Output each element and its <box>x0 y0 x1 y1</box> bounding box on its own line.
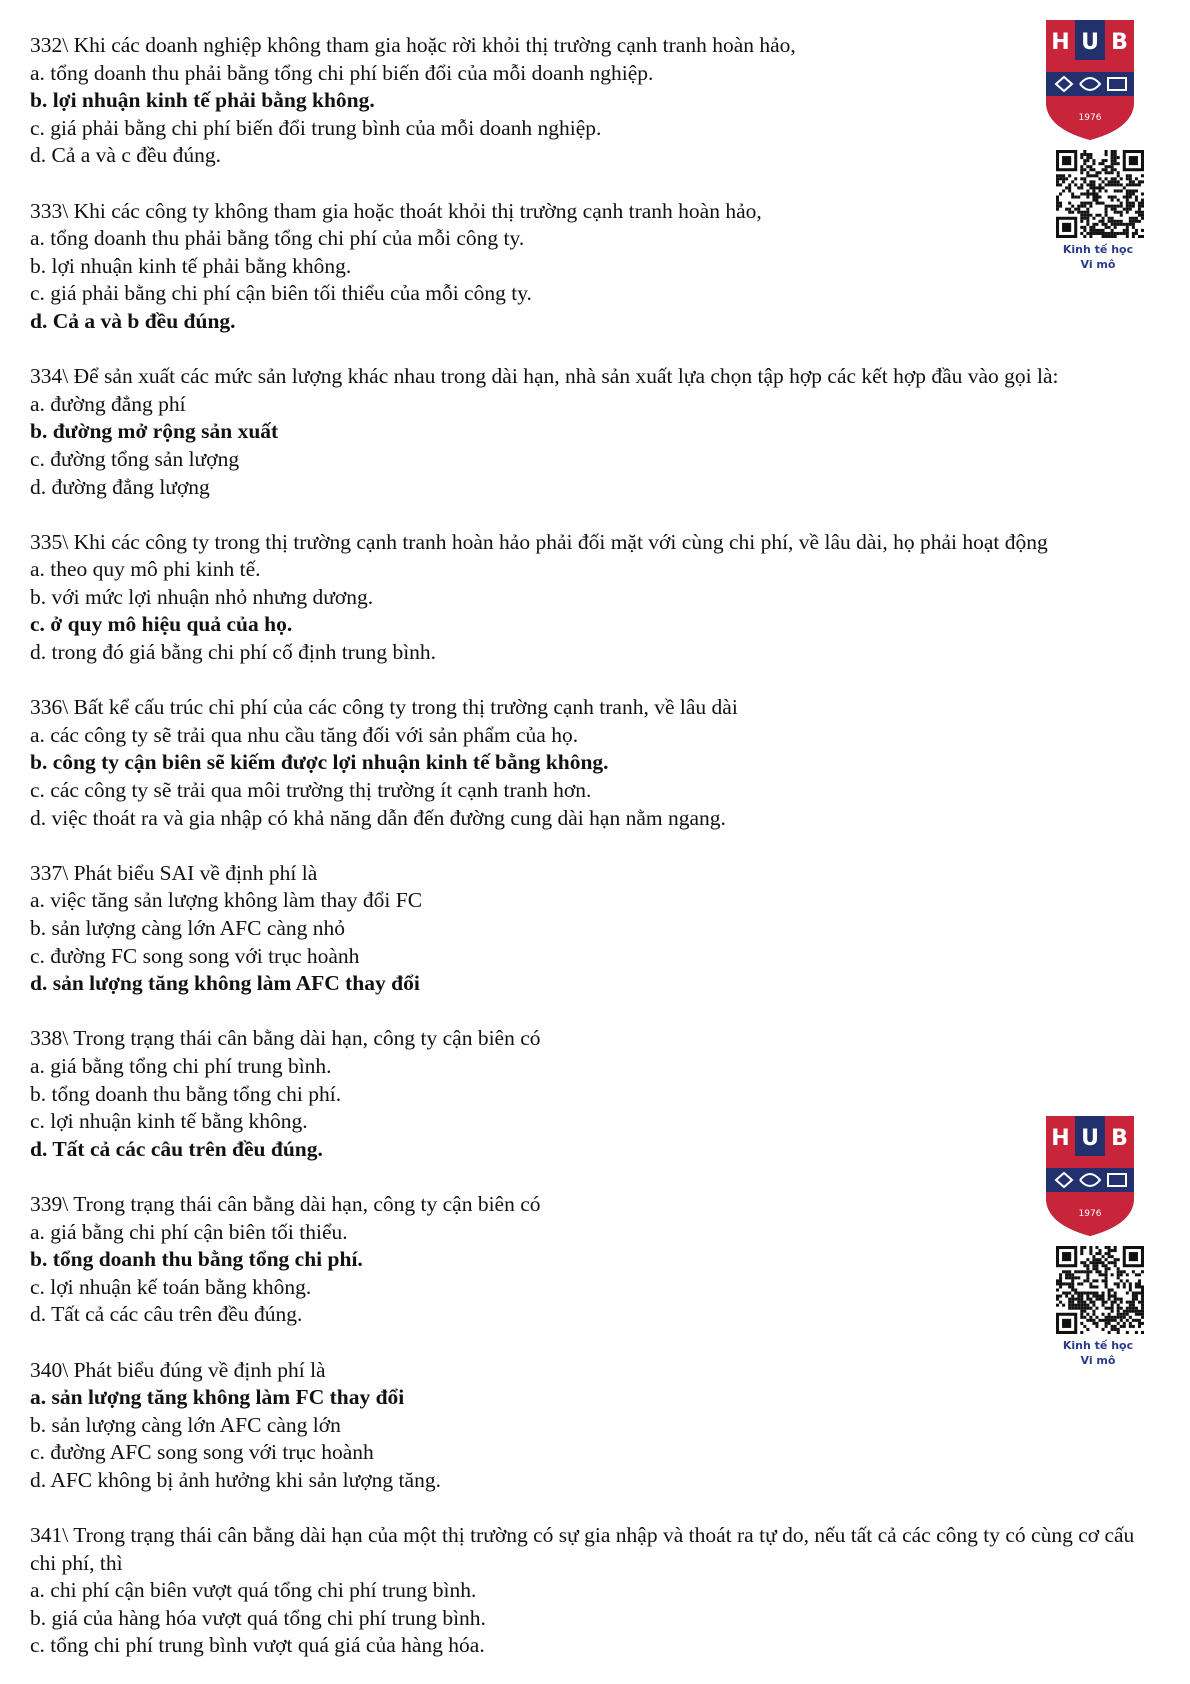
question-stem: 340\ Phát biểu đúng về định phí là <box>30 1357 326 1382</box>
logo-year: 1976 <box>1078 113 1102 123</box>
answer-option: a. giá bằng tổng chi phí trung bình. <box>30 1053 332 1078</box>
question-334 <box>30 363 1180 501</box>
answer-option: c. đường AFC song song với trục hoành <box>30 1440 374 1465</box>
answer-option: d. Cả a và c đều đúng. <box>30 143 222 168</box>
question-337 <box>30 860 1180 998</box>
answer-option: c. tổng chi phí trung bình vượt quá giá của hàng hóa. <box>30 1633 485 1658</box>
question-stem: 332\ Khi các doanh nghiệp không tham gia hoặc rời khỏi thị trường cạnh tranh hoàn hảo, <box>30 33 796 57</box>
qr-caption <box>1046 242 1150 272</box>
answer-option: c. lợi nhuận kế toán bằng không. <box>30 1274 312 1299</box>
answer-option: b. sản lượng càng lớn AFC càng nhỏ <box>30 916 346 940</box>
answer-option-correct: d. Tất cả các câu trên đều đúng. <box>30 1136 323 1161</box>
answer-option: a. theo quy mô phi kinh tế. <box>30 557 261 582</box>
question-340 <box>30 1357 1180 1495</box>
question-333 <box>30 198 1180 336</box>
answer-option-correct: b. đường mở rộng sản xuất <box>30 419 279 444</box>
answer-option-correct: c. ở quy mô hiệu quả của họ. <box>30 612 293 637</box>
answer-option: c. giá phải bằng chi phí cận biên tối thiểu của mỗi công ty. <box>30 281 532 306</box>
answer-option: d. trong đó giá bằng chi phí cố định trung bình. <box>30 640 437 665</box>
answer-option-correct: a. sản lượng tăng không làm FC thay đổi <box>30 1385 405 1410</box>
qr-code-icon <box>1056 150 1144 238</box>
logo-letter-h: H <box>1051 1126 1070 1151</box>
answer-option-correct: d. sản lượng tăng không làm AFC thay đổi <box>30 971 420 996</box>
answer-option: c. đường FC song song với trục hoành <box>30 943 360 968</box>
question-335 <box>30 529 1180 667</box>
logo-letter-u: U <box>1081 1126 1099 1151</box>
answer-option: c. giá phải bằng chi phí biến đổi trung bình của mỗi doanh nghiệp. <box>30 115 602 140</box>
answer-option: a. các công ty sẽ trải qua nhu cầu tăng đối với sản phẩm của họ. <box>30 722 579 747</box>
answer-option: a. việc tăng sản lượng không làm thay đổi FC <box>30 888 423 913</box>
qr-caption <box>1046 1338 1150 1368</box>
answer-option-correct: b. công ty cận biên sẽ kiếm được lợi nhuận kinh tế bằng không. <box>30 750 609 775</box>
question-332 <box>30 32 1180 170</box>
qr-caption-line1: Kinh tế học <box>1062 243 1134 256</box>
answer-option: d. AFC không bị ảnh hưởng khi sản lượng tăng. <box>30 1467 441 1492</box>
answer-option: a. đường đẳng phí <box>30 391 186 416</box>
logo-year: 1976 <box>1078 1209 1102 1219</box>
hub-logo-shield <box>1042 16 1138 142</box>
qr-caption-line1: Kinh tế học <box>1062 1339 1134 1352</box>
question-stem: 341\ Trong trạng thái cân bằng dài hạn của một thị trường có sự gia nhập và thoát ra tự do, nếu tất cả các công ty có cùng cơ cấu chi phí, thì <box>30 1523 1135 1575</box>
logo-letter-b: B <box>1111 1126 1128 1151</box>
hub-logo-shield <box>1042 1112 1138 1238</box>
logo-letter-u: U <box>1081 30 1099 55</box>
question-stem: 335\ Khi các công ty trong thị trường cạnh tranh hoàn hảo phải đối mặt với cùng chi phí, về lâu dài, họ phải hoạt động <box>30 529 1048 554</box>
qr-caption-line2: Vi mô <box>1080 258 1116 271</box>
answer-option: b. giá của hàng hóa vượt quá tổng chi phí trung bình. <box>30 1605 486 1630</box>
qr-caption-line2: Vi mô <box>1080 1354 1116 1367</box>
answer-option: b. với mức lợi nhuận nhỏ nhưng dương. <box>30 584 374 609</box>
question-339 <box>30 1191 1180 1329</box>
answer-option: a. tổng doanh thu phải bằng tổng chi phí biến đổi của mỗi doanh nghiệp. <box>30 60 654 85</box>
answer-option: c. đường tổng sản lượng <box>30 446 240 471</box>
qr-code-icon <box>1056 1246 1144 1334</box>
answer-option: b. sản lượng càng lớn AFC càng lớn <box>30 1412 341 1437</box>
question-stem: 334\ Để sản xuất các mức sản lượng khác nhau trong dài hạn, nhà sản xuất lựa chọn tập hợp các kết hợp đầu vào gọi là: <box>30 364 1059 389</box>
answer-option: b. lợi nhuận kinh tế phải bằng không. <box>30 253 352 278</box>
answer-option-correct: b. lợi nhuận kinh tế phải bằng không. <box>30 88 375 113</box>
question-stem: 333\ Khi các công ty không tham gia hoặc thoát khỏi thị trường cạnh tranh hoàn hảo, <box>30 198 762 223</box>
question-stem: 337\ Phát biểu SAI về định phí là <box>30 860 318 885</box>
answer-option: d. đường đẳng lượng <box>30 474 210 499</box>
answer-option: a. giá bằng chi phí cận biên tối thiểu. <box>30 1219 348 1244</box>
answer-option: c. lợi nhuận kinh tế bằng không. <box>30 1109 308 1134</box>
answer-option: d. việc thoát ra và gia nhập có khả năng dẫn đến đường cung dài hạn nằm ngang. <box>30 805 726 830</box>
question-stem: 336\ Bất kể cấu trúc chi phí của các công ty trong thị trường cạnh tranh, về lâu dài <box>30 695 738 720</box>
answer-option-correct: b. tổng doanh thu bằng tổng chi phí. <box>30 1247 363 1272</box>
question-336 <box>30 694 1180 832</box>
question-341 <box>30 1522 1180 1660</box>
answer-option: a. chi phí cận biên vượt quá tổng chi phí trung bình. <box>30 1578 477 1603</box>
answer-option-correct: d. Cả a và b đều đúng. <box>30 308 236 333</box>
answer-option: d. Tất cả các câu trên đều đúng. <box>30 1302 303 1327</box>
question-stem: 338\ Trong trạng thái cân bằng dài hạn, công ty cận biên có <box>30 1026 541 1051</box>
logo-letter-h: H <box>1051 30 1070 55</box>
question-338 <box>30 1025 1180 1163</box>
logo-letter-b: B <box>1111 30 1128 55</box>
answer-option: b. tổng doanh thu bằng tổng chi phí. <box>30 1081 342 1106</box>
question-list <box>30 32 1180 1660</box>
answer-option: a. tổng doanh thu phải bằng tổng chi phí của mỗi công ty. <box>30 226 525 251</box>
question-stem: 339\ Trong trạng thái cân bằng dài hạn, công ty cận biên có <box>30 1191 541 1216</box>
answer-option: c. các công ty sẽ trải qua môi trường thị trường ít cạnh tranh hơn. <box>30 778 592 803</box>
